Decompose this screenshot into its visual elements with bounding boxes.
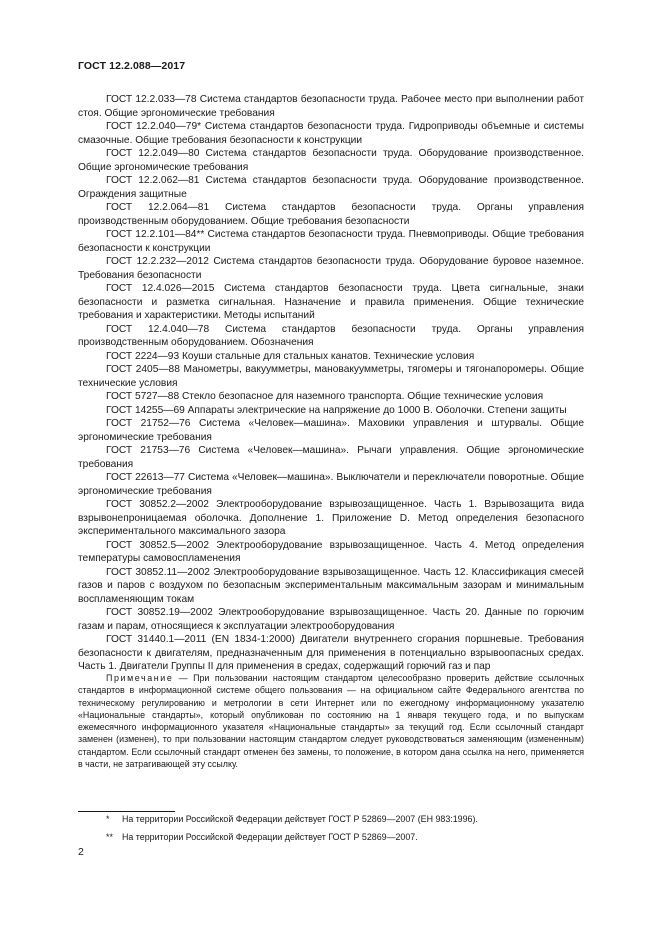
footnote-mark: * <box>106 814 110 824</box>
normative-references <box>78 93 584 674</box>
reference-item: ГОСТ 12.4.040—78 Система стандартов безопасности труда. Органы управления производственным оборудованием. Обозначения <box>78 323 584 348</box>
reference-item: ГОСТ 30852.2—2002 Электрооборудование взрывозащищенное. Часть 1. Взрывозащита вида взрывонепроницаемая оболочка. Дополнение 1. Приложение D. Метод определения безопасного экспериментального максимального зазора <box>78 499 584 537</box>
note-paragraph <box>78 672 584 770</box>
reference-item: ГОСТ 30852.11—2002 Электрооборудование взрывозащищенное. Часть 12. Классификация смесей газов и паров с воздухом по безопасным экспериментальным максимальным зазорам и минимальным воспламеняющим токам <box>78 566 584 605</box>
reference-item: ГОСТ 31440.1—2011 (EN 1834-1:2000) Двигатели внутреннего сгорания поршневые. Требования безопасности к двигателям, предназначенным для применения в потенциально взрывоопасных средах. Часть 1. Двигатели Группы II для применения в средах, содержащий горючий газ и пар <box>78 634 584 672</box>
note-block <box>78 672 584 770</box>
reference-item: ГОСТ 22613—77 Система «Человек—машина». Выключатели и переключатели поворотные. Общие эргономические требования <box>78 472 584 497</box>
reference-item: ГОСТ 12.2.062—81 Система стандартов безопасности труда. Оборудование производственное. Ограждения защитные <box>78 175 584 200</box>
note-label: Примечание <box>106 673 174 683</box>
reference-item: ГОСТ 14255—69 Аппараты электрические на напряжение до 1000 В. Оболочки. Степени защиты <box>106 404 567 416</box>
footnote-divider <box>78 811 175 812</box>
reference-item: ГОСТ 12.4.026—2015 Система стандартов безопасности труда. Цвета сигнальные, знаки безопасности и разметка сигнальная. Назначение и правила применения. Общие технические требования и характеристики. Методы испытаний <box>78 283 584 321</box>
reference-item: ГОСТ 12.2.049—80 Система стандартов безопасности труда. Оборудование производственное. Общие эргономические требования <box>78 148 584 173</box>
reference-item: ГОСТ 5727—88 Стекло безопасное для наземного транспорта. Общие технические условия <box>106 391 544 402</box>
footnote <box>106 831 418 843</box>
reference-item: ГОСТ 12.2.064—81 Система стандартов безопасности труда. Органы управления производственным оборудованием. Общие требования безопасности <box>78 202 584 227</box>
reference-item: ГОСТ 12.2.033—78 Система стандартов безопасности труда. Рабочее место при выполнении работ стоя. Общие эргономические требования <box>78 94 584 119</box>
document-header: ГОСТ 12.2.088—2017 <box>78 60 186 72</box>
page-number: 2 <box>78 846 84 858</box>
reference-item: ГОСТ 30852.5—2002 Электрооборудование взрывозащищенное. Часть 4. Метод определения температуры самовоспламенения <box>78 539 584 564</box>
reference-item: ГОСТ 21753—76 Система «Человек—машина». Рычаги управления. Общие эргономические требования <box>78 445 584 470</box>
reference-item: ГОСТ 2224—93 Коуши стальные для стальных канатов. Технические условия <box>106 350 475 362</box>
note-text: — При пользовании настоящим стандартом целесообразно проверить действие ссылочных стандартов в информационной системе общего пользования — на официальном сайте Федерального агентства по техническому регулированию и метрологии в сети Интернет или по ежегодному информационному указателю «Национальные стандарты», который опубликован по состоянию на 1 января текущего года, и по выпускам ежемесячного информационного указателя «Национальные стандарты» за текущий год. Если ссылочный стандарт заменен (изменен), то при пользовании настоящим стандартом следует руководствоваться заменяющим (измененным) стандартом. Если ссылочный стандарт отменен без замены, то положение, в котором дана ссылка на него, применяется в части, не затрагивающей эту ссылку. <box>78 673 584 770</box>
reference-item: ГОСТ 30852.19—2002 Электрооборудование взрывозащищенное. Часть 20. Данные по горючим газам и парам, относящиеся к эксплуатации электрооборудования <box>78 607 584 632</box>
reference-item: ГОСТ 12.2.040—79* Система стандартов безопасности труда. Гидроприводы объемные и системы смазочные. Общие требования безопасности к конструкции <box>78 121 584 146</box>
footnote-text: На территории Российской Федерации действует ГОСТ Р 52869—2007 (ЕН 983:1996). <box>122 814 478 824</box>
footnote <box>106 813 478 825</box>
reference-item: ГОСТ 12.2.101—84** Система стандартов безопасности труда. Пневмоприводы. Общие требования безопасности к конструкции <box>78 229 584 254</box>
footnote-text: На территории Российской Федерации действует ГОСТ Р 52869—2007. <box>122 832 418 842</box>
reference-item: ГОСТ 2405—88 Манометры, вакуумметры, мановакуумметры, тягомеры и тягонапоромеры. Общие технические условия <box>78 364 584 389</box>
footnote-mark: ** <box>106 832 113 842</box>
reference-item: ГОСТ 21752—76 Система «Человек—машина». Маховики управления и штурвалы. Общие эргономические требования <box>78 418 584 443</box>
reference-item: ГОСТ 12.2.232—2012 Система стандартов безопасности труда. Оборудование буровое наземное. Требования безопасности <box>78 256 584 281</box>
